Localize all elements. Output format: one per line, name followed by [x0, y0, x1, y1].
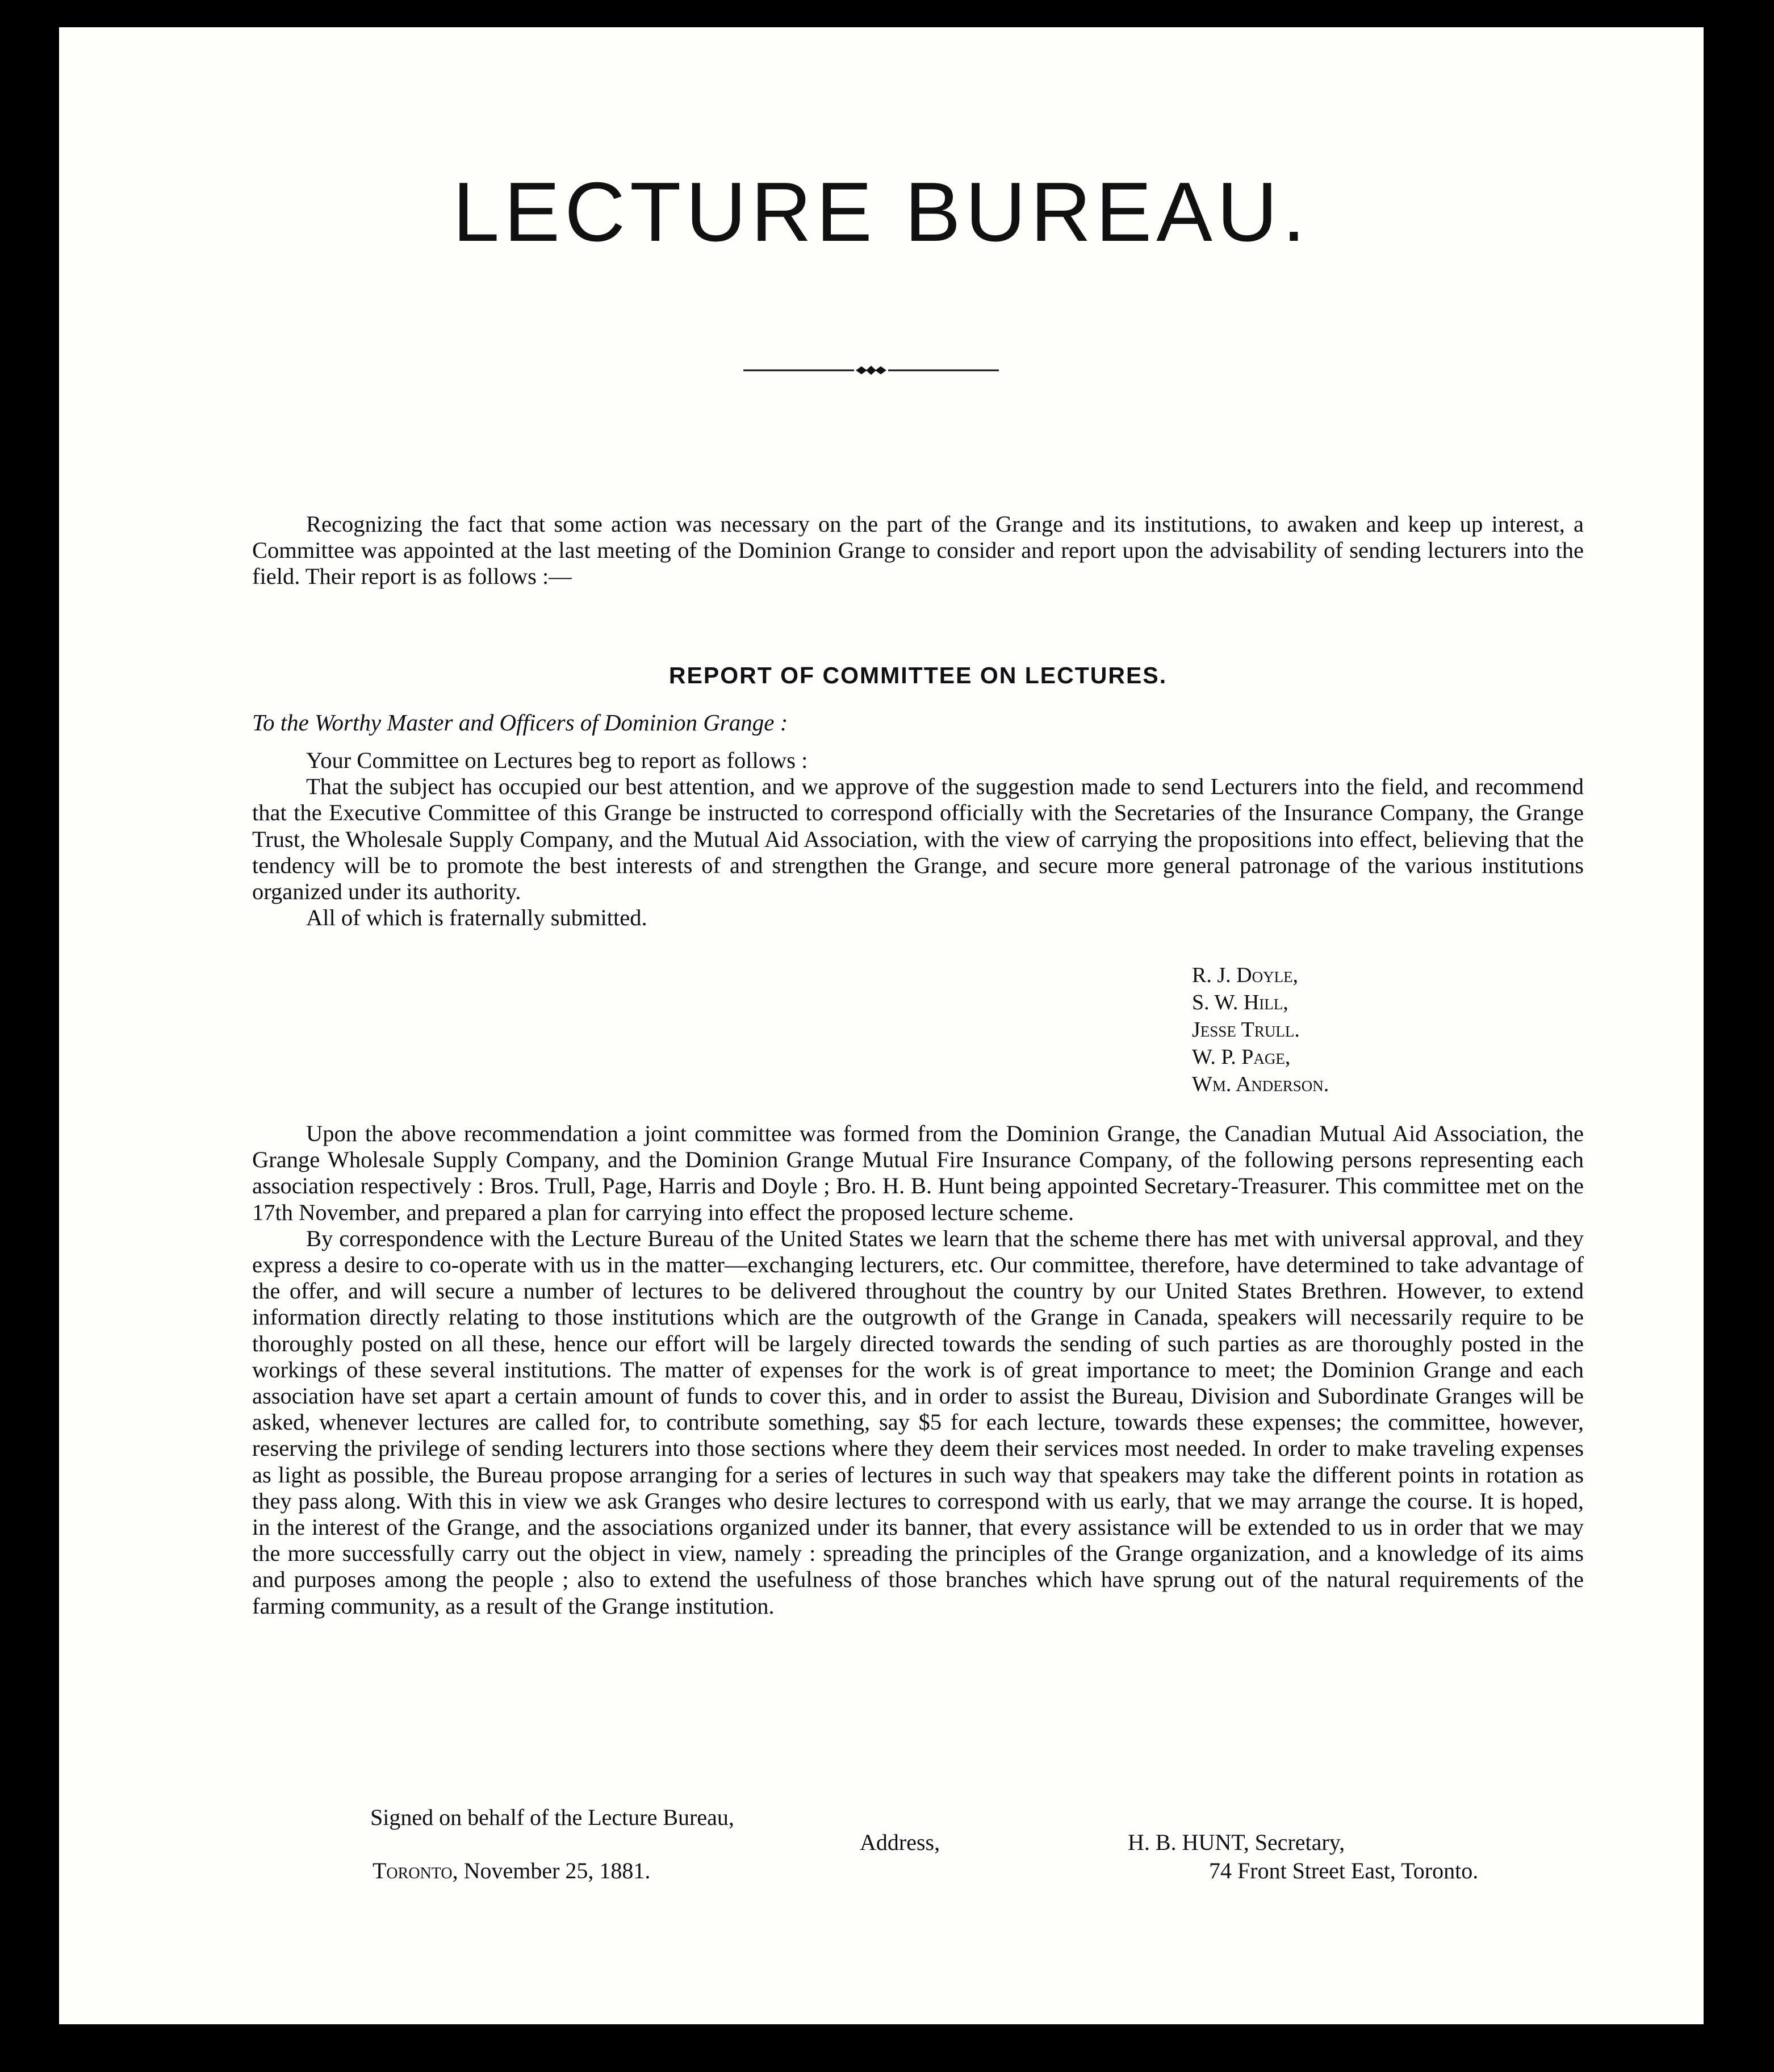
place-name: Toronto, — [373, 1858, 458, 1883]
secretary-address: 74 Front Street East, Toronto. — [1209, 1858, 1479, 1883]
signatory-name: W. P. Page, — [1192, 1045, 1291, 1069]
signatory-name: S. W. Hill, — [1192, 991, 1288, 1014]
intro-paragraph — [252, 511, 1584, 590]
body-paragraph: By correspondence with the Lecture Bureau of the United States we learn that the scheme there has met with universal approval, and they express a desire to co-operate with us in the matter—exchanging lecturers, etc. Our committee, therefore, have determined to take advantage of the offer, and will secure a number of lectures to be delivered throughout the country by our United States Brethren. However, to extend information directly relating to those institutions which are the outgrowth of the Grange in Canada, speakers will necessarily require to be thoroughly posted on all these, hence our effort will be largely directed towards the sending of such parties as are thoroughly posted in the workings of these several institutions. The matter of expenses for the work is of great importance to meet; the Dominion Grange and each association have set apart a certain amount of funds to cover this, and in order to assist the Bureau, Division and Subordinate Granges will be asked, whenever lectures are called for, to contribute something, say $5 for each lecture, towards these expenses; the committee, however, reserving the privilege of sending lecturers into those sections where they deem their services most needed. In order to make traveling expenses as light as possible, the Bureau propose arranging for a series of lectures in such way that speakers may take the different points in rotation as they pass along. With this in view we ask Granges who desire lectures to correspond with us early, that we may arrange the course. It is hoped, in the interest of the Grange, and the associations organized under its banner, that every assistance will be extended to us in order that we may the more successfully carry out the object in view, namely : spreading the principles of the Grange organization, and a knowledge of its aims and purposes among the people ; also to extend the usefulness of those branches which have sprung out of the natural requirements of the farming community, as a result of the Grange institution. — [252, 1225, 1584, 1619]
report-paragraph: All of which is fraternally submitted. — [306, 905, 647, 931]
report-paragraph: Your Committee on Lectures beg to report as follows : — [306, 747, 808, 773]
body-paragraph: Upon the above recommendation a joint committee was formed from the Dominion Grange, the Canadian Mutual Aid Association, the Grange Wholesale Supply Company, and the Dominion Grange Mutual Fire Insurance Company, of the following persons representing each association respectively : Bros. Trull, Page, Harris and Doyle ; Bro. H. B. Hunt being appointed Secretary-Treasurer. This committee met on the 17th November, and prepared a plan for carrying into effect the proposed lecture scheme. — [252, 1121, 1584, 1225]
signatory-name: Wm. Anderson. — [1192, 1072, 1329, 1096]
place-and-date — [373, 1857, 650, 1884]
committee-signatories — [1192, 962, 1329, 1098]
date: November 25, 1881. — [463, 1858, 651, 1883]
report-salutation: To the Worthy Master and Officers of Dominion Grange : — [252, 709, 788, 736]
report-body — [252, 747, 1584, 931]
signed-on-behalf-line: Signed on behalf of the Lecture Bureau, — [370, 1804, 734, 1830]
document-title: LECTURE BUREAU. — [453, 165, 1310, 259]
report-heading: REPORT OF COMMITTEE ON LECTURES. — [668, 662, 1168, 688]
ornamental-rule — [743, 364, 999, 377]
document-page — [59, 27, 1704, 2024]
address-label: Address, — [860, 1829, 940, 1855]
main-body — [252, 1121, 1584, 1619]
report-paragraph: That the subject has occupied our best attention, and we approve of the suggestion made to send Lecturers into the field, and recommend that the Executive Committee of this Grange be instructed to correspond officially with the Secretaries of the Insurance Company, the Grange Trust, the Wholesale Supply Company, and the Mutual Aid Association, with the view of carrying the propositions into effect, believing that the tendency will be to promote the best interests of and strengthen the Grange, and secure more general patronage of the various institutions organized under its authority. — [252, 774, 1584, 905]
intro-text: Recognizing the fact that some action was necessary on the part of the Grange and its institutions, to awaken and keep up interest, a Committee was appointed at the last meeting of the Dominion Grange to consider and report upon the advisability of sending lecturers into the field. Their report is as follows :— — [252, 511, 1584, 590]
signatory-name: R. J. Doyle, — [1192, 963, 1299, 987]
signatory-name: Jesse Trull. — [1192, 1018, 1300, 1042]
secretary-signature: H. B. HUNT, Secretary, — [1128, 1829, 1345, 1855]
